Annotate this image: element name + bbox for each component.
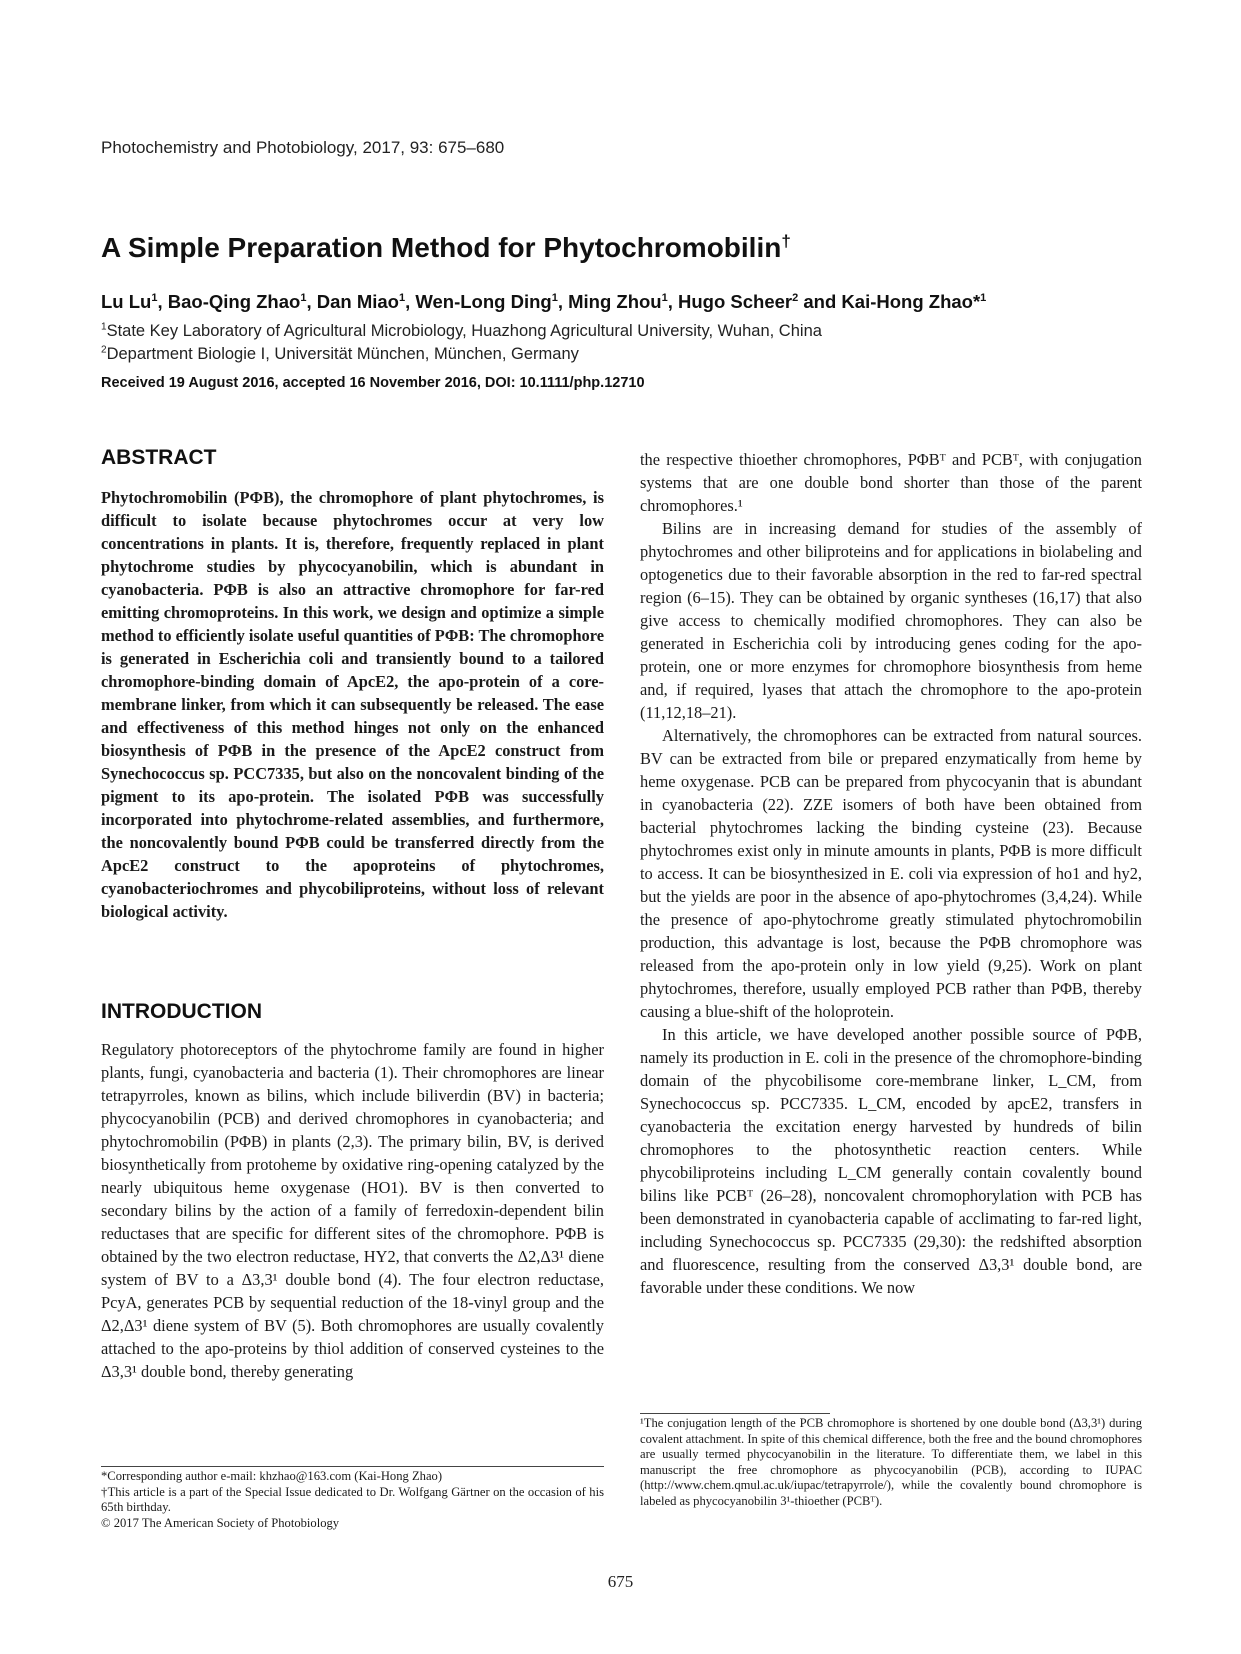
affiliation: $^2$Department Biologie I, Universität München, München, Germany xyxy=(101,344,579,363)
running-head: Photochemistry and Photobiology, 2017, 93: 675–680 xyxy=(101,138,505,157)
introduction-heading: INTRODUCTION xyxy=(101,1000,262,1023)
introduction-body: Regulatory photoreceptors of the phytochrome family are found in higher plants, fungi, cyanobacteria and bacteria (1). Their chromophores are linear tetrapyrroles, known as bilins, which include biliverdin (BV) in bacteria; phycocyanobilin (PCB) and derived chromophores in cyanobacteria; and phytochromobilin (PΦB) in plants (2,3). The primary bilin, BV, is derived biosynthetically from protoheme by oxidative ring-opening catalyzed by the nearly ubiquitous heme oxygenase (HO1). BV is then converted to secondary bilins by the action of a family of ferredoxin-dependent bilin reductases that are specific for different sites of the chromophore. PΦB is obtained by the two electron reductase, HY2, that converts the Δ2,Δ3¹ diene system of BV to a Δ3,3¹ double bond (4). The four electron reductase, PcyA, generates PCB by sequential reduction of the 18-vinyl group and the Δ2,Δ3¹ diene system of BV (5). Both chromophores are usually covalently attached to the apo-proteins by thiol addition of conserved cysteines to the Δ3,3¹ double bond, thereby generating xyxy=(101,1040,604,1381)
right-column-text xyxy=(640,448,1142,1299)
corresponding-author-note: *Corresponding author e-mail: khzhao@163.com (Kai-Hong Zhao) xyxy=(101,1469,443,1483)
article-title xyxy=(101,232,791,264)
dedication-note: †This article is a part of the Special Issue dedicated to Dr. Wolfgang Gärtner on the occasion of his 65th birthday. xyxy=(101,1484,604,1515)
abstract-heading: ABSTRACT xyxy=(101,446,217,469)
paragraph: Alternatively, the chromophores can be extracted from natural sources. BV can be extracted from bile or prepared enzymatically from heme by heme oxygenase. PCB can be prepared from phycocyanin that is abundant in cyanobacteria (22). ZZE isomers of both have been obtained from bacterial phytochromes lacking the binding cysteine (23). Because phytochromes exist only in minute amounts in plants, PΦB is more difficult to access. It can be biosynthesized in E. coli via expression of ho1 and hy2, but the yields are poor in the absence of apo-phytochromes (3,4,24). While the presence of apo-phytochrome greatly stimulated phytochromobilin production, this advantage is lost, because the PΦB chromophore was released from the apo-protein only in low yield (9,25). Work on plant phytochromes, therefore, usually employed PCB rather than PΦB, thereby causing a blue-shift of the holoprotein. xyxy=(640,726,1142,1021)
page-number: 675 xyxy=(607,1572,634,1591)
article-title-text: A Simple Preparation Method for Phytochromobilin xyxy=(101,232,782,263)
copyright-note: © 2017 The American Society of Photobiology xyxy=(101,1515,340,1530)
author: Wen-Long Ding$^1$ xyxy=(415,291,558,312)
author: Ming Zhou$^1$ xyxy=(568,291,668,312)
author: Bao-Qing Zhao$^1$ xyxy=(167,291,307,312)
author: Lu Lu$^1$ xyxy=(101,291,158,312)
chromophore-footnote: ¹The conjugation length of the PCB chromophore is shortened by one double bond (Δ3,3¹) during covalent attachment. In spite of this chemical difference, both the free and the bound chromophores are usually termed phycocyanobilin in the literature. To differentiate them, we label in this manuscript the free chromophore as phycocyanobilin (PCB), according to IUPAC (http://www.chem.qmul.ac.uk/iupac/tetrapyrrole/), while the covalently bound chromophore is labeled as phycocyanobilin 3¹-thioether (PCBᵀ). xyxy=(640,1416,1142,1508)
paragraph: In this article, we have developed another possible source of PΦB, namely its production in E. coli in the presence of the chromophore-binding domain of the phycobilisome core-membrane linker, L_CM, from Synechococcus sp. PCC7335. L_CM, encoded by apcE2, transfers in cyanobacteria the excitation energy harvested by hundreds of bilin chromophores to the photosynthetic reaction centers. While phycobiliproteins including L_CM generally contain covalently bound bilins like PCBᵀ (26–28), noncovalent chromophorylation with PCB has been demonstrated in cyanobacteria capable of acclimating to far-red light, including Synechococcus sp. PCC7335 (29,30): the redshifted absorption and fluorescence, resulting from the conserved Δ3,3¹ double bond, are favorable under these conditions. We now xyxy=(640,1025,1142,1297)
abstract-body: Phytochromobilin (PΦB), the chromophore of plant phytochromes, is difficult to isolate because phytochromes occur at very low concentrations in plants. It is, therefore, frequently replaced in plant phytochrome studies by phycocyanobilin, which is abundant in cyanobacteria. PΦB is also an attractive chromophore for far-red emitting chromoproteins. In this work, we design and optimize a simple method to efficiently isolate useful quantities of PΦB: The chromophore is generated in Escherichia coli and transiently bound to a tailored chromophore-binding domain of ApcE2, the apo-protein of a core-membrane linker, from which it can subsequently be released. The ease and effectiveness of this method hinges not only on the enhanced biosynthesis of PΦB in the presence of the ApcE2 construct from Synechococcus sp. PCC7335, but also on the noncovalent binding of the pigment to its apo-protein. The isolated PΦB was successfully incorporated into phytochrome-related assemblies, and furthermore, the noncovalently bound PΦB could be transferred directly from the ApcE2 construct to the apoproteins of phytochromes, cyanobacteriochromes and phycobiliproteins, without loss of relevant biological activity. xyxy=(101,488,605,921)
author: Kai-Hong Zhao*$^1$ xyxy=(841,291,987,312)
author-list: Lu Lu$^1$, Bao-Qing Zhao$^1$, Dan Miao$^1$, Wen-Long Ding$^1$, Ming Zhou$^1$, Hugo Scheer$^2$ and Kai-Hong Zhao*$^1$ xyxy=(101,291,987,312)
paragraph: the respective thioether chromophores, PΦBᵀ and PCBᵀ, with conjugation systems that are one double bond shorter than those of the parent chromophores.¹ xyxy=(640,450,1142,515)
author: Hugo Scheer$^2$ xyxy=(678,291,799,312)
title-footnote-mark: † xyxy=(781,231,791,251)
footnote-rule-left xyxy=(101,1466,604,1467)
affiliation: $^1$State Key Laboratory of Agricultural Microbiology, Huazhong Agricultural University, Wuhan, China xyxy=(101,321,822,340)
author: Dan Miao$^1$ xyxy=(316,291,406,312)
received-line: Received 19 August 2016, accepted 16 November 2016, DOI: 10.1111/php.12710 xyxy=(101,375,645,391)
paragraph: Bilins are in increasing demand for studies of the assembly of phytochromes and other biliproteins and for applications in biolabeling and optogenetics due to their favorable absorption in the red to far-red spectral region (6–15). They can be obtained by organic syntheses (16,17) that also give access to chemically modified chromophores. They can also be generated in Escherichia coli by introducing genes coding for the apo-protein, one or more enzymes for chromophore biosynthesis from heme and, if required, lyases that attach the chromophore to the apo-protein (11,12,18–21). xyxy=(640,519,1142,722)
left-footnotes xyxy=(101,1469,604,1531)
footnote-rule-right xyxy=(640,1413,830,1414)
